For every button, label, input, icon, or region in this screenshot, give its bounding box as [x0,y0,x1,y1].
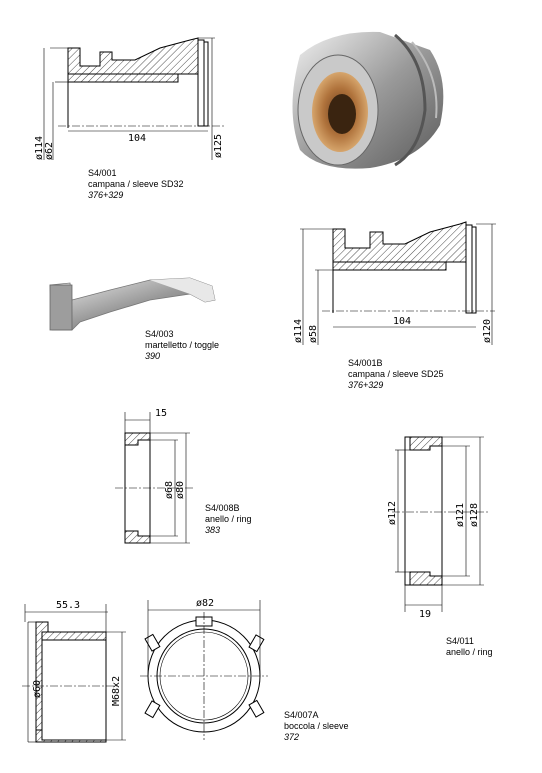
part-code: S4/003 [145,329,174,339]
dim-p1-a: ø114 [34,135,45,160]
caption-s4-001b [348,358,444,391]
part-code: S4/011 [446,636,474,646]
dim-p4-c: ø128 [469,502,480,527]
part-code: S4/001B [348,358,383,368]
caption-s4-011 [446,636,493,658]
dim-p5-d: ø82 [196,598,215,609]
dim-p5-c: M68x2 [111,675,122,706]
dim-p3-b: ø68 [164,480,175,499]
caption-s4-003 [145,329,219,362]
part-num: 376+329 [88,190,124,200]
part-desc: anello / ring [446,647,493,657]
dim-p1-d: ø125 [213,133,224,158]
dim-p5-a: 55.3 [56,600,81,611]
dim-p4-d: 19 [419,609,432,620]
part-desc: anello / ring [205,514,252,524]
drawing-s4-001b [293,222,496,345]
part-code: S4/008B [205,503,240,513]
part-num: 376+329 [348,380,384,390]
part-desc: boccola / sleeve [284,721,349,731]
dim-p2-c: 104 [393,316,412,327]
part-code: S4/001 [88,168,117,178]
caption-s4-008b [205,503,252,536]
part-desc: martelletto / toggle [145,340,220,350]
part-code: S4/007A [284,710,319,720]
dim-p3-a: 15 [155,408,168,419]
dim-p2-d: ø120 [482,318,493,343]
drawing-s4-007a [22,598,268,742]
dim-p1-c: 104 [128,133,147,144]
part-num: 390 [145,351,161,361]
drawing-s4-011 [387,437,490,620]
part-num: 372 [284,732,300,742]
dim-p3-c: ø80 [175,480,186,499]
dim-p5-b: ø60 [32,679,43,698]
part-desc: campana / sleeve SD25 [348,369,444,379]
caption-s4-007a [284,710,349,743]
caption-s4-001 [88,168,184,201]
drawing-s4-008b [115,408,195,543]
drawing-s4-001 [34,38,225,160]
dim-p1-b: ø62 [44,141,55,160]
dim-p2-a: ø114 [293,318,304,343]
photo-sleeve [293,32,444,169]
photo-toggle [50,278,215,330]
dim-p4-a: ø112 [387,500,398,525]
part-desc: campana / sleeve SD32 [88,179,184,189]
dim-p4-b: ø121 [455,502,466,527]
dim-p2-b: ø58 [308,324,319,343]
part-num: 383 [205,525,221,535]
